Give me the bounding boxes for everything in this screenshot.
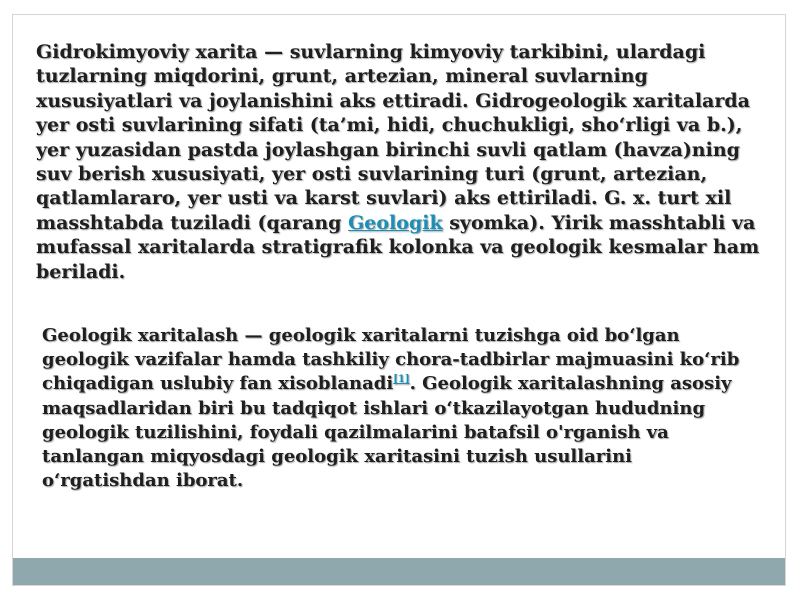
citation-link[interactable]: [1] — [393, 374, 410, 386]
paragraph-geological-mapping — [42, 324, 742, 493]
paragraph1-text-end: syomka). Yirik masshtabli va mufassal xaritalarda stratigrafik kolonka va geologik kesmalar ham beriladi. — [36, 211, 760, 283]
footer-bar — [13, 558, 785, 585]
paragraph-hydrochemical-map — [36, 40, 766, 284]
paragraph2-text-start: Geologik xaritalash — geologik xaritalarni tuzishga oid boʻlgan geologik vazifalar hamda tashkiliy chora-tadbirlar majmuasini koʻrib chiqadigan uslubiy fan xisoblanadi — [42, 325, 740, 395]
geologik-link[interactable]: Geologik — [348, 211, 443, 234]
paragraph1-text-start: Gidrokimyoviy xarita — suvlarning kimyoviy tarkibini, ulardagi tuzlarning miqdorini, grunt, artezian, mineral suvlarning xususiyatlari va joylanishini aks ettiradi. Gidrogeologik xaritalarda yer osti suvlarining sifati (ta’mi, hidi, chuchukligi, sho‘rligi va b.), yer yuzasidan pastda joylashgan birinchi suvli qatlam (havza)ning suv berish xususiyati, yer osti suvlarining turi (grunt, artezian, qatlamlararo, yer usti va karst suvlari) aks ettiriladi. G. x. turt xil masshtabda tuziladi (qarang — [36, 41, 750, 234]
paragraph2-text-end: . Geologik xaritalashning asosiy maqsadlaridan biri bu tadqiqot ishlari oʻtkazilayotgan hududning geologik tuzilishini, foydali qazilmalarini batafsil o'rganish va tanlangan miqyosdagi geologik xaritasini tuzish usullarini oʻrgatishdan iborat. — [42, 373, 732, 492]
